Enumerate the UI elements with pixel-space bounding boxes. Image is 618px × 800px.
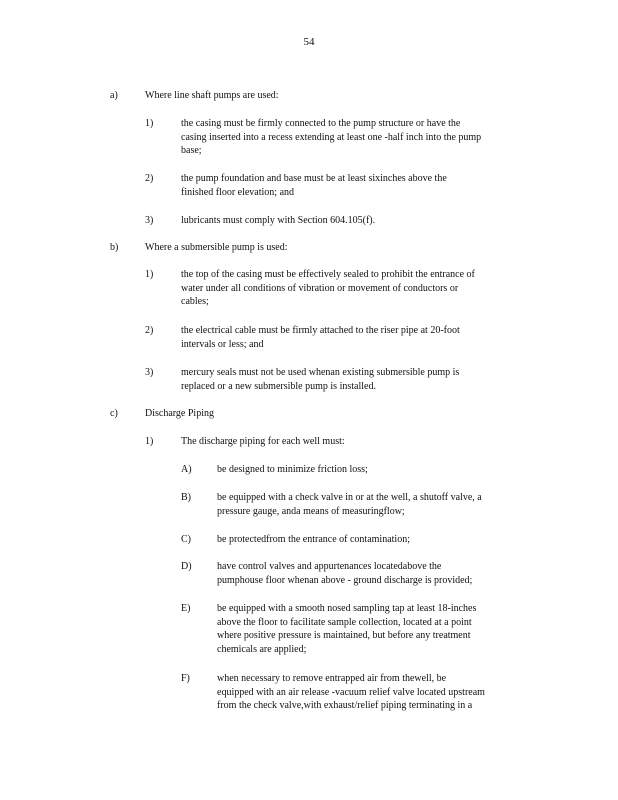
text-line: chemicals are applied;: [217, 643, 307, 655]
section-b-item-1-marker: 1): [145, 269, 154, 280]
section-b-heading: Where a submersible pump is used:: [145, 242, 288, 253]
section-c-item-1-text: The discharge piping for each well must:: [181, 436, 345, 447]
text-line: where positive pressure is maintained, but before any treatment: [217, 630, 471, 641]
text-line: from the check valve,with exhaust/relief piping terminating in a: [217, 700, 473, 711]
text-line: water under all conditions of vibration or movement of conductors or: [181, 282, 459, 294]
text-line: the pump foundation and base must be at least sixinches above the: [181, 173, 447, 184]
subitem-f-text: [217, 672, 485, 713]
section-a-marker: a): [110, 90, 118, 101]
subitem-a-marker: A): [181, 464, 192, 475]
text-line: the electrical cable must be firmly attached to the riser pipe at 20-foot: [181, 325, 460, 336]
section-c-marker: c): [110, 408, 118, 419]
text-line: when necessary to remove entrapped air from thewell, be: [217, 673, 447, 684]
text-line: replaced or a new submersible pump is installed.: [181, 380, 376, 392]
text-line: the casing must be firmly connected to the pump structure or have the: [181, 118, 461, 129]
subitem-f-marker: F): [181, 673, 190, 684]
text-line: base;: [181, 145, 202, 156]
section-b-item-1-text: [181, 268, 475, 309]
section-b-item-3-marker: 3): [145, 367, 154, 378]
section-b-item-2-marker: 2): [145, 325, 154, 336]
section-b-item-2-text: [181, 324, 460, 351]
page-number: 54: [303, 36, 315, 48]
text-line: be equipped with a smooth nosed sampling tap at least 18-inches: [217, 603, 477, 614]
section-a-item-1-marker: 1): [145, 118, 154, 129]
section-b-item-3-text: [181, 366, 459, 393]
text-line: the top of the casing must be effectively sealed to prohibit the entrance of: [181, 269, 475, 280]
subitem-e-marker: E): [181, 603, 191, 614]
section-a-heading: Where line shaft pumps are used:: [145, 90, 279, 101]
text-line: above the floor to facilitate sample collection, located at a point: [217, 616, 472, 628]
subitem-c-marker: C): [181, 534, 191, 545]
text-line: finished floor elevation; and: [181, 186, 295, 198]
section-a-item-2-marker: 2): [145, 173, 154, 184]
subitem-b-text: [217, 491, 482, 518]
subitem-d-text: [217, 560, 472, 587]
section-a-item-1-text: [181, 117, 481, 158]
text-line: pumphouse floor whenan above - ground discharge is provided;: [217, 574, 473, 586]
subitem-b-marker: B): [181, 492, 191, 503]
section-a-item-3-text: lubricants must comply with Section 604.105(f).: [181, 215, 376, 226]
section-a-item-2-text: [181, 172, 447, 199]
text-line: casing inserted into a recess extending at least one -half inch into the pump: [181, 131, 482, 143]
section-c-item-1-marker: 1): [145, 436, 154, 447]
text-line: equipped with an air release -vacuum relief valve located upstream: [217, 686, 485, 698]
section-c-heading: Discharge Piping: [145, 408, 214, 419]
text-line: cables;: [181, 296, 209, 307]
text-line: be equipped with a check valve in or at the well, a shutoff valve, a: [217, 492, 482, 503]
section-b-marker: b): [110, 242, 119, 253]
subitem-d-marker: D): [181, 561, 192, 572]
text-line: have control valves and appurtenances locatedabove the: [217, 561, 442, 572]
section-a-item-3-marker: 3): [145, 215, 154, 226]
text-line: mercury seals must not be used whenan existing submersible pump is: [181, 367, 460, 378]
text-line: pressure gauge, anda means of measuringflow;: [217, 505, 405, 517]
text-line: intervals or less; and: [181, 338, 264, 350]
subitem-a-text: be designed to minimize friction loss;: [217, 464, 368, 475]
subitem-e-text: [217, 602, 476, 656]
subitem-c-text: be protectedfrom the entrance of contamination;: [217, 534, 410, 545]
